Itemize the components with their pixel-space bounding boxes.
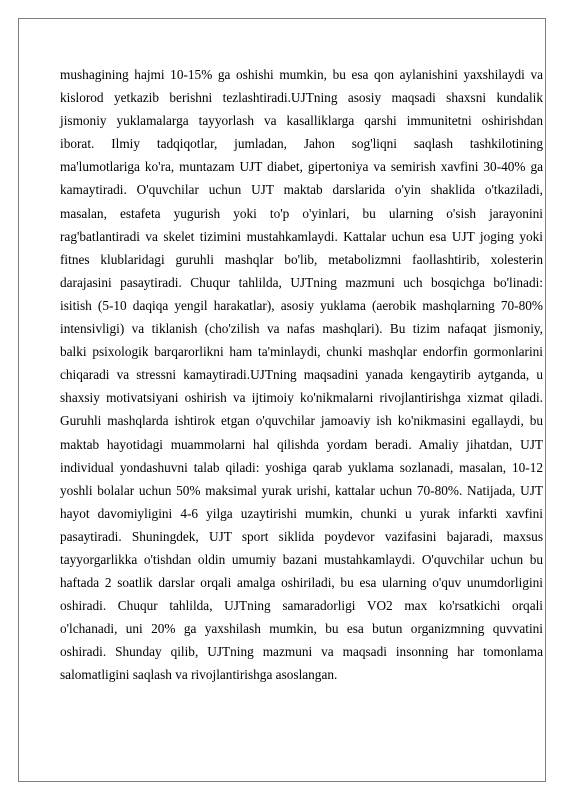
text-line: ma'lumotlariga ko'ra, muntazam UJT diabet, gipertoniya va semirish xavfini 30-40% ga xyxy=(60,159,543,175)
document-page xyxy=(18,18,546,782)
text-line: pasaytiradi. Shuningdek, UJT sport siklida poydevor vazifasini bajaradi, maxsus xyxy=(60,528,543,544)
text-line: balki psixologik barqarorlikni ham ta'minlaydi, chunki mashqlar endorfin gormonlarini xyxy=(60,344,543,360)
text-line: salomatligini saqlash va rivojlantirishga asoslangan. xyxy=(60,667,338,683)
text-line: o'lchanadi, uni 20% ga yaxshilash mumkin, bu esa butun organizmning quvvatini xyxy=(60,621,543,637)
text-line: hayot davomiyligini 4-6 yilga uzaytirishi mumkin, chunki u yurak infarkti xavfini xyxy=(60,505,543,521)
text-line: masalan, estafeta yugurish yoki to'p o'yinlari, bu ularning o'sish jarayonini xyxy=(60,205,543,221)
text-line: haftada 2 soatlik darslar orqali amalga oshiriladi, bu esa ularning o'quv unumdorligini xyxy=(60,575,543,591)
text-line: kamaytiradi. O'quvchilar uchun UJT maktab darslarida o'yin shaklida o'tkaziladi, xyxy=(60,182,543,198)
text-line: oshiradi. Shunday qilib, UJTning mazmuni va maqsadi insonning har tomonlama xyxy=(60,644,543,660)
text-line: intensivligi) va tiklanish (cho'zilish va nafas mashqlari). Bu tizim nafaqat jismoniy, xyxy=(60,321,543,337)
text-line: fitnes klublaridagi guruhli mashqlar bo'lib, metabolizmni faollashtirib, xolesterin xyxy=(60,251,543,267)
text-line: kislorod yetkazib berishni tezlashtiradi.UJTning asosiy maqsadi shaxsni kundalik xyxy=(60,90,543,106)
body-paragraph xyxy=(60,63,543,687)
text-line: Guruhli mashqlarda ishtirok etgan o'quvchilar jamoaviy ish ko'nikmasini egallaydi, bu xyxy=(60,413,543,429)
text-line: iborat. Ilmiy tadqiqotlar, jumladan, Jahon sog'liqni saqlash tashkilotining xyxy=(60,136,543,152)
text-line: rag'batlantiradi va skelet tizimini mustahkamlaydi. Kattalar uchun esa UJT joging yoki xyxy=(60,228,543,244)
text-line: yoshli bolalar uchun 50% maksimal yurak urishi, kattalar uchun 70-80%. Natijada, UJT xyxy=(60,482,543,498)
text-line: chiqaradi va stressni kamaytiradi.UJTning maqsadini yanada kengaytirib aytganda, u xyxy=(60,367,543,383)
text-line: tayyorgarlikka o'tishdan oldin umumiy bazani mustahkamlaydi. O'quvchilar uchun bu xyxy=(60,551,543,567)
text-line: darajasini pasaytiradi. Chuqur tahlilda, UJTning mazmuni uch bosqichga bo'linadi: xyxy=(60,274,543,290)
text-line: jismoniy yuklamalarga tayyorlash va kasalliklarga qarshi immunitetni oshirishdan xyxy=(60,113,543,129)
text-line: shaxsiy motivatsiyani oshirish va ijtimoiy ko'nikmalarni rivojlantirishga xizmat qiladi. xyxy=(60,390,543,406)
text-line: maktab hayotidagi muammolarni hal qilishda yordam beradi. Amaliy jihatdan, UJT xyxy=(60,436,543,452)
text-line: mushagining hajmi 10-15% ga oshishi mumkin, bu esa qon aylanishini yaxshilaydi va xyxy=(60,67,543,82)
text-line: oshiradi. Chuqur tahlilda, UJTning samaradorligi VO2 max ko'rsatkichi orqali xyxy=(60,598,543,614)
text-line: individual yondashuvni talab qiladi: yoshiga qarab yuklama sozlanadi, masalan, 10-12 xyxy=(60,459,543,475)
text-line: isitish (5-10 daqiqa yengil harakatlar), asosiy yuklama (aerobik mashqlarning 70-80% xyxy=(60,297,543,313)
